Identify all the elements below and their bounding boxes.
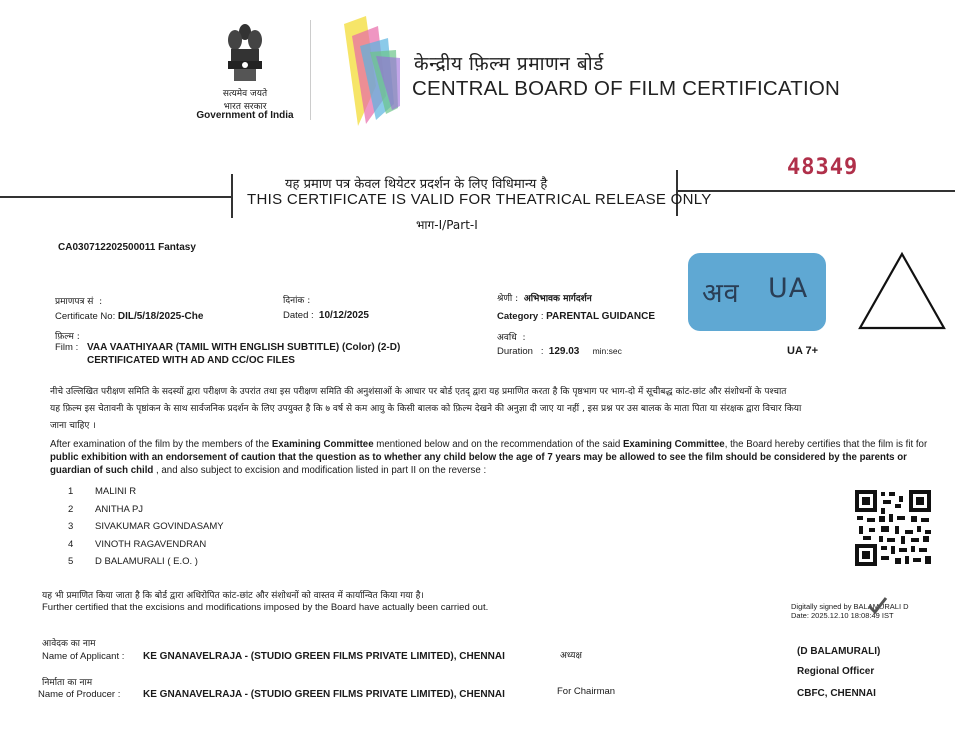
film-title-line1: VAA VAATHIYAAR (TAMIL WITH ENGLISH SUBTITLE) (Color) (2-D): [87, 342, 401, 353]
applicant-label-hindi: आवेदक का नाम: [42, 639, 96, 649]
lion-capital-icon: [220, 18, 270, 88]
officer-office: CBFC, CHENNAI: [797, 688, 876, 699]
applicant-label: Name of Applicant :: [42, 651, 125, 662]
serial-number: 48349: [787, 155, 859, 180]
film-label-hindi: फ़िल्म :: [55, 332, 80, 342]
triangle-icon: [856, 250, 948, 332]
officer-title: Regional Officer: [797, 666, 875, 677]
certificate-no-value: DIL/5/18/2025-Che: [117, 311, 204, 322]
cbfc-film-strip-icon: [336, 16, 402, 128]
signature-check-icon: [866, 594, 888, 616]
member-row: 1 MALINI R: [68, 486, 137, 497]
header-divider: [310, 20, 311, 120]
body-english: After examination of the film by the members of the Examining Committee mentioned below and on the recommendation of the said Examining Committee, the Board hereby certifies that the film is fit for public exhibition with an endorsement of caution that the question as to whether any child below the age of 7 years may be allowed to see the film should be considered by the parents or guardian of such child , and also subject to excision and modification listed in part II on the reverse :: [50, 439, 928, 476]
board-name-hindi: केन्द्रीय फ़िल्म प्रमाणन बोर्ड: [414, 53, 604, 75]
cbfc-logo: [336, 16, 402, 128]
validity-hindi: यह प्रमाण पत्र केवल थियेटर प्रदर्शन के लिए विधिमान्य है: [285, 177, 548, 192]
category-value: PARENTAL GUIDANCE: [546, 311, 656, 322]
duration: Duration : 129.03 min:sec: [497, 346, 622, 357]
government-of-india: Government of India: [196, 110, 294, 121]
caution-triangle: [856, 250, 948, 332]
date: Dated : 10/12/2025: [283, 310, 369, 321]
further-english: Further certified that the excisions and modifications imposed by the Board have actually been carried out.: [42, 602, 489, 613]
producer-value: KE GNANAVELRAJA - (STUDIO GREEN FILMS PRIVATE LIMITED), CHENNAI: [143, 689, 505, 700]
qr-code-icon: [855, 490, 931, 566]
applicant-value: KE GNANAVELRAJA - (STUDIO GREEN FILMS PRIVATE LIMITED), CHENNAI: [143, 651, 505, 662]
member-row: 4 VINOTH RAGAVENDRAN: [68, 538, 207, 550]
banner-rule-right: [677, 190, 955, 192]
part-label: भाग-I/Part-I: [416, 218, 478, 232]
certificate-no-label-hindi: प्रमाणपत्र सं :: [55, 297, 103, 307]
reference-id: CA030712202500011 Fantasy: [58, 242, 196, 253]
date-label-hindi: दिनांक :: [283, 296, 311, 306]
date-value: 10/12/2025: [318, 310, 369, 321]
member-row: 5 D BALAMURALI ( E.O. ): [68, 556, 198, 567]
banner-bar-left: [231, 174, 233, 218]
member-row: 3 SIVAKUMAR GOVINDASAMY: [68, 521, 224, 532]
producer-label-hindi: निर्माता का नाम: [42, 678, 93, 688]
duration-label-hindi: अवधि :: [497, 333, 526, 343]
producer-label: Name of Producer :: [38, 689, 121, 700]
category-badge-hindi: अव: [702, 278, 740, 309]
officer-name: (D BALAMURALI): [797, 646, 881, 657]
body-hindi: नीचे उल्लिखित परीक्षण समिति के सदस्यों द्वारा परीक्षण के उपरांत तथा इस परीक्षण समिति की अनुशंसाओं के आधार पर बोर्ड एतद् द्वारा यह प्रमाणित करता है कि पृष्ठभाग पर भाग-दो में सूचीबद्ध कांट-छांट और संशोधनों के पश्चात यह फ़िल्म इस चेतावनी के पृष्ठांकन के साथ सार्वजनिक प्रदर्शन के लिए उपयुक्त है कि ७ वर्ष से कम आयु के किसी बालक को फ़िल्म देखने की अनुज्ञा दी जाए या नहीं , इस प्रश्न पर उस बालक के माता पिता या संरक्षक द्वारा विचार किया जाना चाहिए ।: [50, 387, 802, 431]
film-label: Film :: [55, 342, 79, 353]
emblem-motto: सत्यमेव जयते: [222, 89, 268, 99]
film-title-line2: CERTIFICATED WITH AD AND CC/OC FILES: [87, 355, 295, 366]
for-chairman: For Chairman: [557, 686, 616, 697]
validity-english: THIS CERTIFICATE IS VALID FOR THEATRICAL RELEASE ONLY: [247, 191, 712, 208]
member-row: 2 ANITHA PJ: [68, 503, 144, 515]
national-emblem: [220, 18, 270, 88]
category-badge: [688, 253, 826, 331]
certificate-no: Certificate No: DIL/5/18/2025-Che: [55, 311, 204, 322]
category: Category : PARENTAL GUIDANCE: [497, 311, 656, 322]
checkmark-icon: [866, 594, 888, 616]
category-hindi: श्रेणी : अभिभावक मार्गदर्शन: [497, 294, 592, 304]
category-badge-text: UA: [768, 273, 809, 304]
chairman-hindi: अध्यक्ष: [560, 651, 582, 661]
duration-value: 129.03: [548, 346, 580, 357]
committee-members: [68, 486, 368, 574]
government-hindi: भारत सरकार: [223, 102, 267, 112]
board-name-english: CENTRAL BOARD OF FILM CERTIFICATION: [412, 77, 841, 100]
rating-label: UA 7+: [787, 345, 819, 357]
further-hindi: यह भी प्रमाणित किया जाता है कि बोर्ड द्वारा अधिरोपित कांट-छांट और संशोधनों को वास्तव में कार्यान्वित किया गया है।: [42, 591, 424, 601]
digital-signature: Digitally signed by BALAMURALI D Date: 2025.12.10 18:08:49 IST: [791, 602, 909, 620]
banner-rule-left: [0, 196, 232, 198]
qr-code: [855, 490, 931, 566]
